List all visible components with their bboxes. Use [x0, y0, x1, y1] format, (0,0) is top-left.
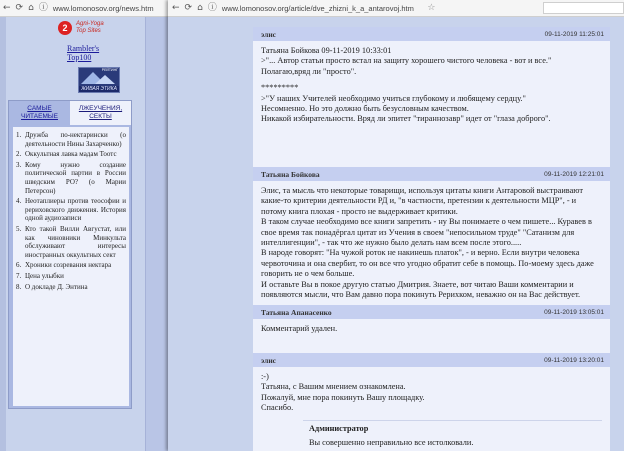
comment-author: элис: [261, 355, 276, 365]
list-item[interactable]: 1. Дружба по-нектарински (о деятельности Нины Захарченко): [16, 131, 126, 148]
comment-header: [253, 167, 610, 181]
tab-row: [9, 101, 131, 125]
agni-yoga-logo[interactable]: [58, 21, 104, 35]
comment-date: 09-11-2019 13:05:01: [544, 308, 604, 316]
home-icon[interactable]: ⌂: [197, 2, 203, 13]
list-item[interactable]: 2. Оккультная лавка мадам Тоотс: [16, 150, 117, 159]
ramblers-top100-link[interactable]: Rambler's Top100: [67, 44, 100, 62]
comment-author: Татьяна Бойкова: [261, 169, 320, 179]
comment-date: 09-11-2019 13:20:01: [544, 356, 604, 364]
bookmark-star-icon[interactable]: ☆: [427, 3, 436, 13]
comment: [253, 353, 610, 448]
logo-text: Agni-Yoga Top Sites: [76, 21, 104, 34]
back-browser-toolbar: [0, 0, 168, 17]
left-edge-strip: [0, 17, 6, 451]
comment: [253, 167, 610, 300]
address-bar[interactable]: www.lomonosov.org/news.htm: [52, 3, 154, 13]
list-item[interactable]: 8. О докладе Д. Энтина: [16, 282, 88, 291]
comment-body: Татьяна Бойкова 09-11-2019 10:33:01 >"... Автор статьи просто встал на защиту хорошего чистого человека - вот и все." Полагаю,вряд ли "просто". ********* >"У наших Учителей необходимо учиться глубокому и любящему сердцу." Несомненно. Но это должно быть безусловным качеством. Никакой избирательности. Вряд ли эпитет "тираннозавр" идет от "глаза доброго".: [261, 46, 552, 124]
comment-body: Элис, та мысль что некоторые товарищи, используя цитаты книги Антаровой выстраивают какие-то критерии деятельности РД и, "в частности, претензии к деятельности МЦР", - и потому книга плохая - просто не выдерживает критики. В таком случае необходимо все книги запретить - ну Вы понимаете о чем пишете... Куравев в свое время так понадёргал цитат из Учения в своем "непосильном труде" "Сатанизм для интеллигенции", - так что же нужно было делать нам всем после этого..... В народе говорят: "На чужой роток не накинешь платок", - и верно. Если внутри человека червоточина и она свербит, то он все что угодно обратит себе в помощь. По-моему здесь даже говорить не о чем больше. И оставьте Вы в покое другую статью Дмитрия. Знаете, вот читаю Ваши комментарии и появляются мысли, что Вам давно пора покинуть Рерихком, неважно он на Вас действует.: [261, 186, 594, 300]
comment-header: [253, 27, 610, 41]
badge-label: ЖИВАЯ ЭТИКА: [79, 86, 119, 92]
list-item[interactable]: 5. Кто такой Вилли Августат, или как чиновники Минкульта обслуживают интересы иностранных оккультных сект: [16, 224, 126, 259]
admin-reply: [303, 420, 602, 449]
comment-date: 09-11-2019 12:21:01: [544, 170, 604, 178]
list-item[interactable]: 7. Цена улыбки: [16, 271, 64, 280]
front-page-content: [168, 17, 624, 451]
list-item[interactable]: 3. Кому нужно создание политической партии в России шведским РО? (о Марии Петерсон): [16, 160, 126, 195]
admin-text: Вы совершенно неправильно все истолковали.: [309, 438, 474, 448]
lock-icon: ⓘ: [207, 2, 217, 13]
article-list: [13, 127, 129, 406]
comments-column: [253, 27, 610, 451]
tab-most-read[interactable]: САМЫЕ ЧИТАЕМЫЕ: [21, 105, 58, 120]
back-browser-window: [0, 0, 168, 451]
comment-body: Комментарий удален.: [261, 324, 338, 333]
back-right-column: [145, 17, 168, 451]
living-ethics-badge[interactable]: РЕЙТИНГ ЖИВАЯ ЭТИКА: [78, 67, 120, 93]
comment-author: элис: [261, 29, 276, 39]
reload-icon[interactable]: ⟳: [184, 2, 193, 13]
back-page-content: [0, 17, 168, 451]
search-input[interactable]: [543, 2, 624, 14]
back-arrow-icon[interactable]: ←: [172, 2, 180, 13]
tab-false-teachings[interactable]: ЛЖЕУЧЕНИЯ, СЕКТЫ: [70, 101, 131, 125]
tabs-panel: [8, 100, 132, 409]
address-bar[interactable]: www.lomonosov.org/article/dve_zhizni_k_a_antarovoj.htm: [221, 3, 414, 13]
back-arrow-icon[interactable]: ←: [3, 2, 11, 13]
comment-author: Татьяна Апанасенко: [261, 307, 332, 317]
comment-body: :-) Татьяна, с Вашим мнением ознакомлена. Пожалуй, мне пора покинуть Вашу площадку. Спасибо. Администратор Вы совершенно неправильно все истолковали.: [253, 367, 610, 448]
admin-title: Администратор: [309, 423, 369, 433]
reload-icon[interactable]: ⟳: [15, 2, 24, 13]
list-item[interactable]: 6. Хроники созревания нектара: [16, 261, 112, 270]
logo-number: 2: [58, 21, 72, 35]
front-browser-window: [168, 0, 624, 451]
comment: [253, 27, 610, 125]
comment-date: 09-11-2019 11:25:01: [544, 30, 604, 38]
front-browser-toolbar: [168, 0, 624, 17]
lock-icon: ⓘ: [38, 2, 48, 13]
comment-header: [253, 305, 610, 319]
comment: [253, 305, 610, 334]
comment-header: [253, 353, 610, 367]
home-icon[interactable]: ⌂: [28, 2, 34, 13]
list-item[interactable]: 4. Неотаплиеры против теософии и рериховского движения. История одной аудиозаписи: [16, 197, 126, 223]
